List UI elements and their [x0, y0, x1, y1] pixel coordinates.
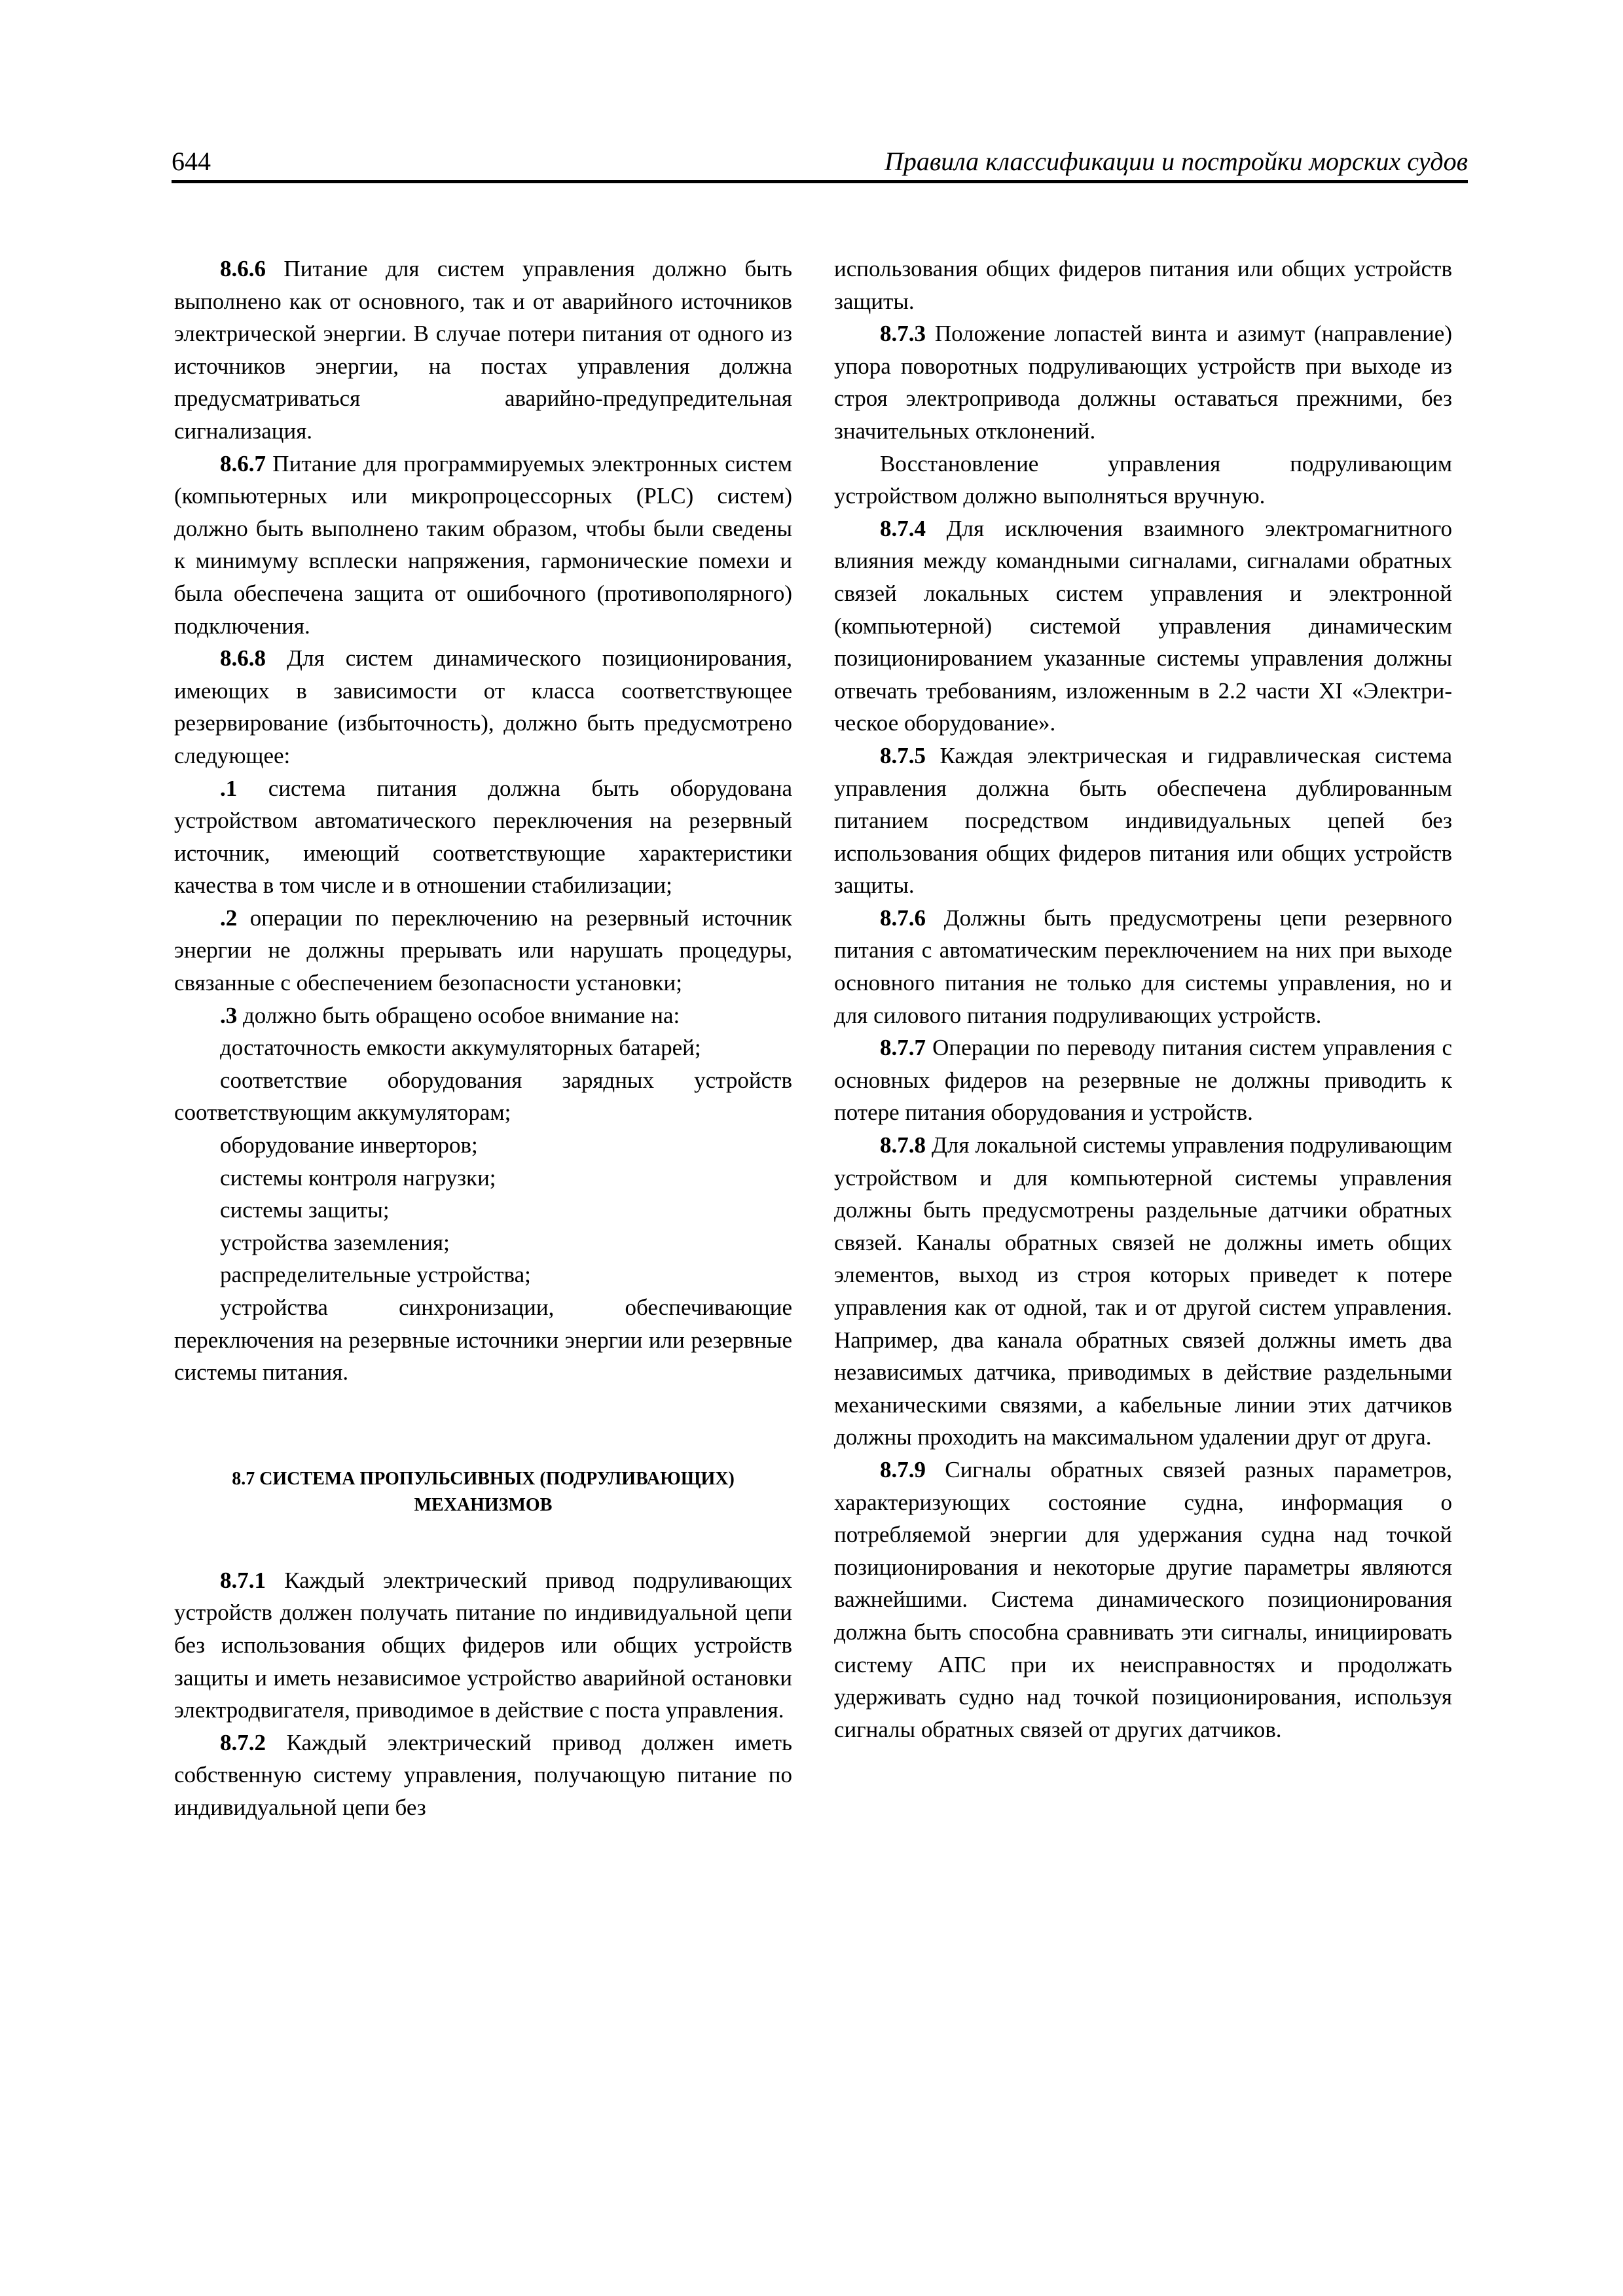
item-text: должно быть обращено особое внимание на:	[237, 1002, 680, 1028]
item-number: .1	[220, 775, 238, 801]
clause-number: 8.7.1	[220, 1567, 266, 1593]
paragraph-8-7-2-continued: использования общих фидеров питания или общих устройств защиты.	[834, 256, 1452, 314]
clause-number: 8.7.4	[880, 515, 926, 541]
right-column	[834, 253, 1452, 1746]
paragraph-8-7-6	[834, 902, 1452, 1031]
section-heading-line: МЕХАНИЗМОВ	[414, 1494, 553, 1515]
sub-item: устройства заземления;	[220, 1229, 450, 1255]
paragraph-8-7-5	[834, 740, 1452, 902]
paragraph-text: Для исключения взаимного электромагнитного влияния между командными сигналами, сигналами обратных связей локальных систем управления и электронной (компьютерной) системой управления динамическим позиционированием указанные системы управления должны отвечать требованиям, изложенным в 2.2 части XI «Электрическое оборудование».	[834, 515, 1452, 736]
item-text: система питания должна быть оборудована устройством автоматического переключения на резервный источник, имеющий соответствующие характеристики качества в том числе и в отношении стабилизации;	[174, 775, 792, 899]
sub-item: системы контроля нагрузки;	[220, 1164, 496, 1191]
list-item-1	[174, 772, 792, 902]
paragraph-8-7-8	[834, 1129, 1452, 1454]
clause-number: 8.7.3	[880, 321, 926, 347]
paragraph-8-7-3	[834, 317, 1452, 447]
item-number: .2	[220, 905, 238, 931]
item-number: .3	[220, 1002, 238, 1028]
clause-number: 8.7.6	[880, 905, 926, 931]
paragraph-8-7-3-b: Восстановление управления подруливающим устройством должно выполняться вручную.	[834, 450, 1452, 509]
list-item-2	[174, 902, 792, 999]
paragraph-text: Для локальной системы управления подруливающим устройством и для компьютерной системы управления должны быть предусмотрены раздельные датчики обратных связей. Каналы обратных связей не должны иметь общих элементов, выход из строя которых приведет к потере управления как от одной, так и от другой систем управления. Например, два канала обратных связей должны иметь два независимых датчика, приводимых в действие раздельными механическими связями, а кабельные линии этих датчиков должны проходить на максимальном удалении друг от друга.	[834, 1132, 1452, 1450]
paragraph-8-7-4	[834, 512, 1452, 740]
paragraph-text: Питание для программируемых электронных систем (компьютерных или микропроцессорных (PLC) систем) должно быть выполнено таким образом, чтобы были сведены к минимуму всплески напряжения, гармонические помехи и была обеспечена защита от ошибочного (противополярного) подключения.	[174, 450, 792, 639]
paragraph-text: Каждая электрическая и гидравлическая система управления должна быть обеспечена дублированным питанием посредством индивидуальных цепей без использования общих фидеров питания или общих устройств защиты.	[834, 742, 1452, 899]
sub-item: оборудование инверторов;	[220, 1132, 478, 1158]
sub-item: системы защиты;	[220, 1197, 390, 1223]
page-number: 644	[172, 147, 211, 176]
paragraph-text: Положение лопастей винта и азимут (направление) упора поворотных подруливающих устройств при выходе из строя электропривода должны оставаться прежними, без значительных отклонений.	[834, 321, 1452, 444]
list-item-3	[174, 999, 792, 1032]
sub-item: распределительные устройства;	[220, 1262, 531, 1288]
paragraph-8-7-9	[834, 1454, 1452, 1746]
paragraph-text: Для систем динамического позиционирования, имеющих в зависимости от класса соответствующее резервирование (избыточность), должно быть предусмотрено следующее:	[174, 645, 792, 768]
clause-number: 8.7.8	[880, 1132, 926, 1158]
paragraph-text: Каждый электрический привод подруливающих устройств должен получать питание по индивидуальной цепи без использования общих фидеров или общих устройств защиты и иметь независимое устройство аварийной остановки электродвигателя, приводимое в действие с поста управления.	[174, 1567, 792, 1723]
paragraph-8-6-8	[174, 642, 792, 772]
clause-number: 8.6.8	[220, 645, 266, 672]
paragraph-text: Питание для систем управления должно быть выполнено как от основного, так и от аварийного источников электрической энергии. В случае потери питания от одного из источников энергии, на постах управления должна предусматриваться аварийно-предупредительная сигнализация.	[174, 256, 792, 444]
paragraph-text: Каждый электрический привод должен иметь собственную систему управления, получающую питание по индивидуальной цепи без	[174, 1729, 792, 1820]
clause-number: 8.6.7	[220, 450, 266, 476]
clause-number: 8.7.9	[880, 1456, 926, 1482]
paragraph-8-7-1	[174, 1564, 792, 1727]
item-text: операции по переключению на резервный источник энергии не должны прерывать или нарушать процедуры, связанные с обеспечением безопасности установки;	[174, 905, 792, 996]
paragraph-text: Сигналы обратных связей разных параметров, характеризующих состояние судна, информация о потребляемой энергии для удержания судна над точкой позиционирования и некоторые другие параметры являются важнейшими. Система динамического позиционирования должна быть способна сравнивать эти сигналы, инициировать систему АПС при их неисправностях и продолжать удерживать судно над точкой позиционирования, используя сигналы обратных связей от других датчиков.	[834, 1456, 1452, 1742]
clause-number: 8.7.2	[220, 1729, 266, 1755]
sub-item: достаточность емкости аккумуляторных батарей;	[220, 1035, 701, 1061]
section-heading	[174, 1466, 792, 1518]
running-title: Правила классификации и постройки морских судов	[884, 147, 1468, 176]
paragraph-8-6-7	[174, 448, 792, 643]
paragraph-8-7-2	[174, 1727, 792, 1824]
clause-number: 8.6.6	[220, 256, 266, 281]
page-header	[172, 147, 1468, 183]
left-column	[174, 253, 792, 1824]
sub-item: устройства синхронизации, обеспечивающие переключения на резервные источники энергии или резервные системы питания.	[174, 1295, 792, 1386]
paragraph-8-6-6	[174, 253, 792, 448]
clause-number: 8.7.5	[880, 742, 926, 768]
section-heading-line: 8.7 СИСТЕМА ПРОПУЛЬСИВНЫХ (ПОДРУЛИВАЮЩИХ)	[232, 1468, 735, 1489]
paragraph-text: Операции по переводу питания систем управления с основных фидеров на резервные не должны приводить к потере питания оборудования и устройств.	[834, 1035, 1452, 1126]
sub-item: соответствие оборудования зарядных устройств соответствующим аккумуляторам;	[174, 1067, 792, 1126]
clause-number: 8.7.7	[880, 1035, 926, 1061]
paragraph-8-7-7	[834, 1031, 1452, 1129]
paragraph-text: Должны быть предусмотрены цепи резервного питания с автоматическим переключением на них при выходе основного питания не только для системы управления, но и для силового питания подруливающих устройств.	[834, 905, 1452, 1028]
